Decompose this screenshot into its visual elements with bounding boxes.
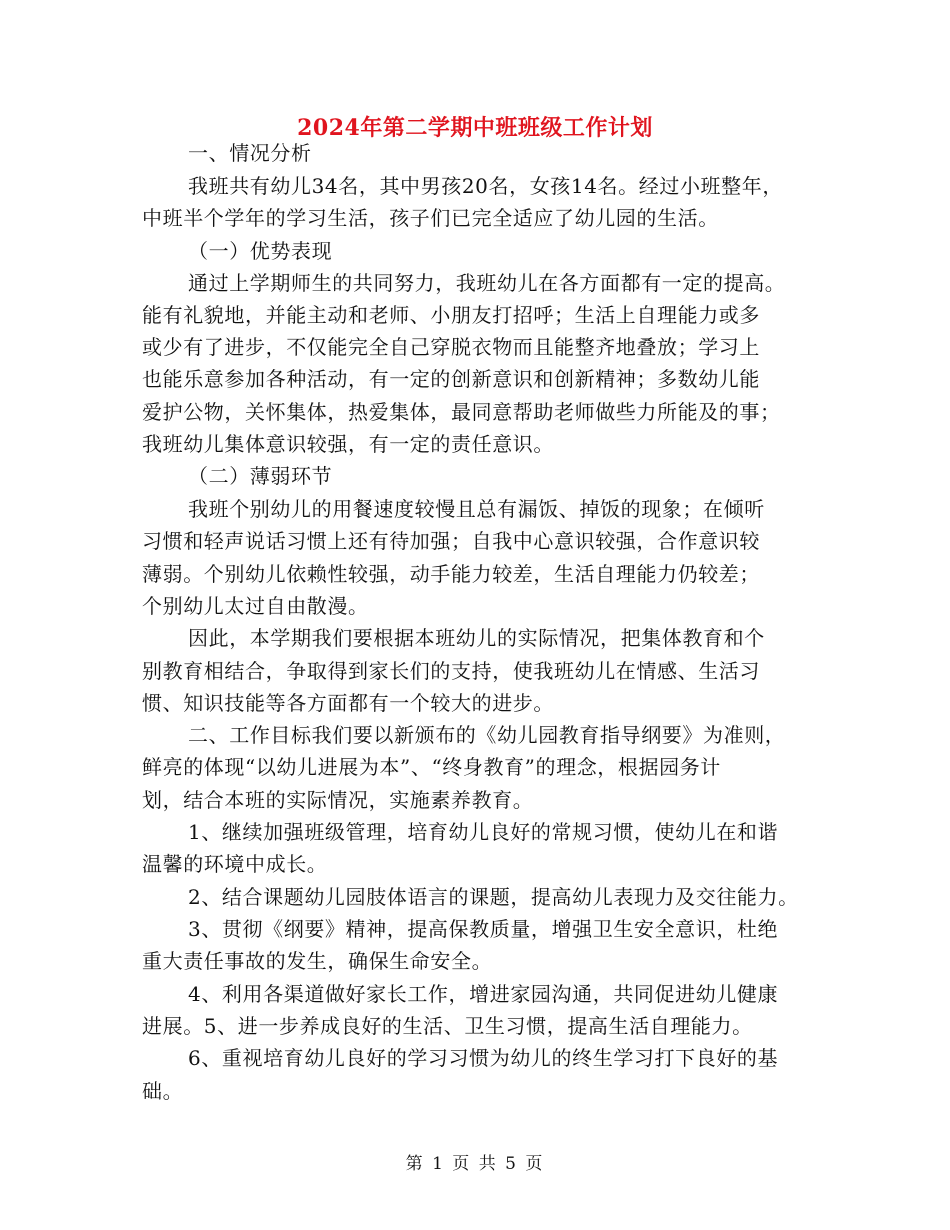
- text-line: 习惯和轻声说话习惯上还有待加强；自我中心意识较强，合作意识较: [142, 529, 760, 553]
- text-line: 4、利用各渠道做好家长工作，增进家园沟通，共同促进幼儿健康: [188, 982, 779, 1006]
- text-line: 别教育相结合，争取得到家长们的支持，使我班幼儿在情感、生活习: [142, 659, 760, 683]
- text-line: 1、继续加强班级管理，培育幼儿良好的常规习惯，使幼儿在和谐: [188, 820, 779, 844]
- text-line: 我班个别幼儿的用餐速度较慢且总有漏饭、掉饭的现象；在倾听: [188, 497, 765, 521]
- text-line: 个别幼儿太过自由散漫。: [142, 594, 369, 618]
- text-line: 也能乐意参加各种活动，有一定的创新意识和创新精神；多数幼儿能: [142, 367, 760, 391]
- text-line: 础。: [142, 1079, 184, 1103]
- text-line: 中班半个学年的学习生活，孩子们已完全适应了幼儿园的生活。: [142, 206, 719, 230]
- text-line: 划，结合本班的实际情况，实施素养教育。: [142, 788, 534, 812]
- text-line: 或少有了进步，不仅能完全自己穿脱衣物而且能整齐地叠放；学习上: [142, 335, 760, 359]
- text-line: 能有礼貌地，并能主动和老师、小朋友打招呼；生活上自理能力或多: [142, 303, 760, 327]
- text-line: 3、贯彻《纲要》精神，提高保教质量，增强卫生安全意识，杜绝: [188, 917, 779, 941]
- text-line: 2、结合课题幼儿园肢体语言的课题，提高幼儿表现力及交往能力。: [188, 885, 799, 909]
- text-line: 6、重视培育幼儿良好的学习习惯为幼儿的终生学习打下良好的基: [188, 1046, 779, 1070]
- text-line: 温馨的环境中成长。: [142, 852, 328, 876]
- text-line: 重大责任事故的发生，确保生命安全。: [142, 949, 493, 973]
- text-line: 我班共有幼儿34名，其中男孩20名，女孩14名。经过小班整年，: [188, 174, 783, 198]
- text-line: 惯、知识技能等各方面都有一个较大的进步。: [142, 691, 554, 715]
- text-line: 通过上学期师生的共同努力，我班幼儿在各方面都有一定的提高。: [188, 271, 786, 295]
- text-line: （二）薄弱环节: [188, 464, 333, 488]
- text-line: 鲜亮的体现“以幼儿进展为本”、“终身教育”的理念，根据园务计: [142, 755, 721, 779]
- text-line: 爱护公物，关怀集体，热爱集体，最同意帮助老师做些力所能及的事；: [142, 400, 781, 424]
- text-line: 薄弱。个别幼儿依赖性较强，动手能力较差，生活自理能力仍较差；: [142, 562, 760, 586]
- text-line: 一、情况分析: [188, 141, 312, 165]
- text-line: 二、工作目标我们要以新颁布的《幼儿园教育指导纲要》为准则，: [188, 723, 786, 747]
- text-line: 我班幼儿集体意识较强，有一定的责任意识。: [142, 432, 554, 456]
- text-line: 进展。5、进一步养成良好的生活、卫生习惯，提高生活自理能力。: [142, 1014, 753, 1038]
- text-line: （一）优势表现: [188, 239, 333, 263]
- text-line: 因此，本学期我们要根据本班幼儿的实际情况，把集体教育和个: [188, 626, 765, 650]
- document-title: 2024年第二学期中班班级工作计划: [297, 115, 653, 141]
- page-footer: 第 1 页 共 5 页: [405, 1154, 545, 1174]
